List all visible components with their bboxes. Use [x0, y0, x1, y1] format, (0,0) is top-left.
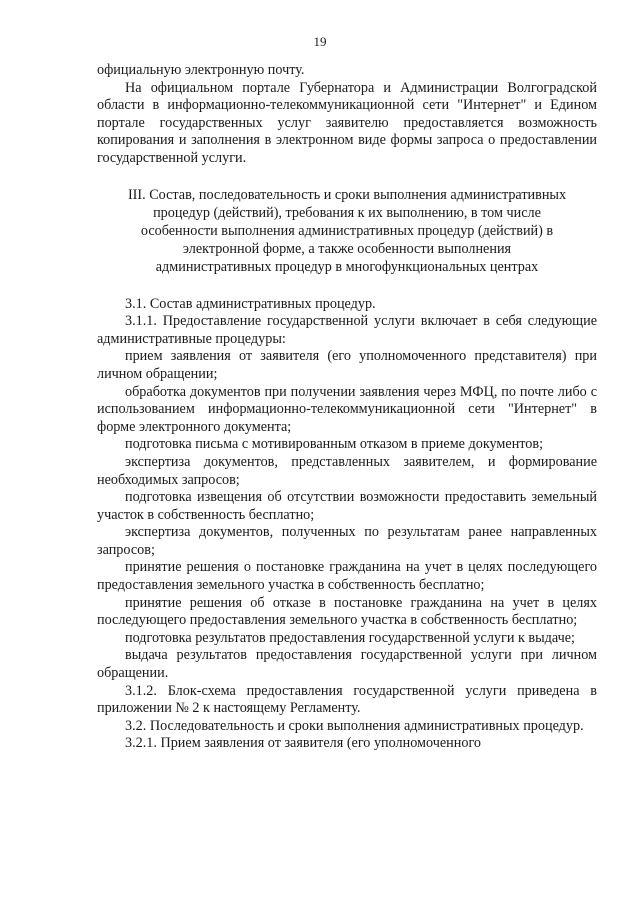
paragraph: 3.1.1. Предоставление государственной услуги включает в себя следующие административные процедуры:: [97, 313, 597, 347]
paragraph: подготовка результатов предоставления государственной услуги к выдаче;: [125, 629, 575, 646]
section-heading: III. Состав, последовательность и сроки выполнения административных процедур (действий), требования к их выполнению, в том числе особенности выполнения административных процедур (действий) в электронной форме, а также особенности выполнения административных процедур в многофункциональных центрах: [127, 186, 567, 275]
paragraph: экспертиза документов, представленных заявителем, и формирование необходимых запросов;: [97, 453, 597, 488]
paragraph: выдача результатов предоставления государственной услуги при личном обращении.: [97, 647, 597, 682]
paragraph: подготовка извещения об отсутствии возможности предоставить земельный участок в собственность бесплатно;: [97, 489, 597, 523]
paragraph: принятие решения об отказе в постановке гражданина на учет в целях последующего предоставления земельного участка в собственность бесплатно;: [97, 594, 597, 629]
paragraph: 3.2.1. Прием заявления от заявителя (его уполномоченного: [125, 735, 482, 752]
document-body: [97, 62, 597, 753]
paragraph: подготовка письма с мотивированным отказом в приеме документов;: [125, 436, 544, 453]
paragraph: 3.2. Последовательность и сроки выполнения административных процедур.: [125, 717, 584, 734]
paragraph: обработка документов при получении заявления через МФЦ, по почте либо с использованием информационно-телекоммуникационной сети "Интернет" в форме электронного документа;: [97, 383, 597, 435]
paragraph: прием заявления от заявителя (его уполномоченного представителя) при личном обращении;: [97, 348, 597, 382]
paragraph: официальную электронную почту.: [97, 62, 305, 78]
paragraph: 3.1. Состав административных процедур.: [125, 295, 376, 312]
paragraph: 3.1.2. Блок-схема предоставления государственной услуги приведена в приложении № 2 к настоящему Регламенту.: [97, 682, 597, 717]
page-number: 19: [313, 34, 327, 49]
paragraph: На официальном портале Губернатора и Администрации Волгоградской области в информационно-телекоммуникационной сети "Интернет" и Едином портале государственных услуг заявителю предоставляется возможность копирования и заполнения в электронном виде формы запроса о предоставлении государственной услуги.: [97, 79, 597, 166]
paragraph: принятие решения о постановке гражданина на учет в целях последующего предоставления земельного участка в собственность бесплатно;: [97, 559, 597, 594]
paragraph: экспертиза документов, полученных по результатам ранее направленных запросов;: [97, 524, 597, 558]
